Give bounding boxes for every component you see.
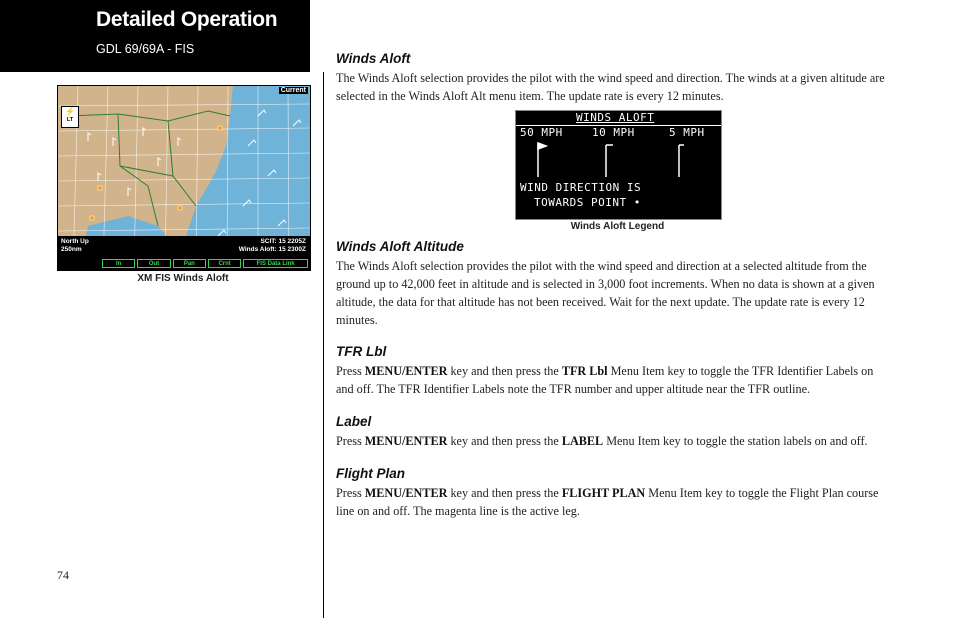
page-number: 74 xyxy=(57,568,69,582)
section-tfr-lbl xyxy=(336,344,891,398)
section-title: Winds Aloft Altitude xyxy=(336,239,464,254)
softkey-pan[interactable]: Pan xyxy=(173,259,206,268)
section-title: Flight Plan xyxy=(336,466,405,481)
section-body: The Winds Aloft selection provides the pilot with the wind speed and direction. The winds at a given altitude are selected in the Winds Aloft Alt menu item. The update rate is every 12 minutes. xyxy=(336,71,885,103)
legend-speed-50: 50 MPH xyxy=(520,126,563,139)
section-title: Winds Aloft xyxy=(336,51,411,66)
map-winds-time: Winds Aloft: 15 2300Z xyxy=(238,246,306,253)
map-mode-label: Current xyxy=(280,87,306,94)
section-winds-aloft xyxy=(336,51,891,105)
legend-title: WINDS ALOFT xyxy=(576,111,655,124)
map-caption: XM FIS Winds Aloft xyxy=(137,273,229,284)
section-body: Press MENU/ENTER key and then press the LABEL Menu Item key to toggle the station labels on and off. xyxy=(336,434,868,448)
section-label xyxy=(336,414,891,450)
lightning-legend-box xyxy=(61,106,79,128)
section-title: TFR Lbl xyxy=(336,344,387,359)
key-label: LABEL xyxy=(561,434,604,448)
softkey-crnt[interactable]: Crnt xyxy=(208,259,241,268)
header-banner xyxy=(0,0,310,72)
legend-caption: Winds Aloft Legend xyxy=(570,221,665,232)
softkey-fis-data-link[interactable]: FIS Data Link xyxy=(243,259,308,268)
section-body: Press MENU/ENTER key and then press the TFR Lbl Menu Item key to toggle the TFR Identifier Labels on and off. The TFR Identifier Labels note the TFR number and upper altitude near the TFR outline. xyxy=(336,364,874,396)
page-title: Detailed Operation xyxy=(96,8,278,31)
legend-speed-5: 5 MPH xyxy=(669,126,705,139)
key-flight-plan: FLIGHT PLAN xyxy=(561,486,646,500)
legend-note-line1: WIND DIRECTION IS xyxy=(520,181,642,194)
section-winds-aloft-altitude xyxy=(336,239,891,329)
legend-speed-10: 10 MPH xyxy=(592,126,635,139)
section-title: Label xyxy=(336,414,372,429)
lightning-icon: ⚡ xyxy=(65,107,75,116)
key-menu-enter: MENU/ENTER xyxy=(364,486,448,500)
map-scit-time: SCIT: 15 2205Z xyxy=(260,238,306,245)
column-divider xyxy=(323,72,324,618)
softkey-out[interactable]: Out xyxy=(137,259,170,268)
section-flight-plan xyxy=(336,466,891,520)
map-orientation: North Up xyxy=(61,238,89,245)
softkey-in[interactable]: In xyxy=(102,259,135,268)
map-range: 250nm xyxy=(61,246,82,253)
lt-label: LT xyxy=(66,117,74,123)
key-tfr-lbl: TFR Lbl xyxy=(561,364,608,378)
section-body: The Winds Aloft selection provides the pilot with the wind speed and direction at a selected altitude from the ground up to 42,000 feet in altitude and is selected in 3,000 foot increments. When no data is shown at a given altitude, the data for that altitude has not been received. Wait for the next update. The update rate is every 12 minutes. xyxy=(336,259,875,327)
section-body: Press MENU/ENTER key and then press the FLIGHT PLAN Menu Item key to toggle the Flight Plan course line on and off. The magenta line is the active leg. xyxy=(336,486,879,518)
legend-note-line2: TOWARDS POINT • xyxy=(534,196,641,209)
softkey-bar xyxy=(102,259,308,268)
winds-aloft-map-screenshot xyxy=(57,85,311,271)
winds-aloft-legend-screenshot xyxy=(515,110,722,220)
key-menu-enter: MENU/ENTER xyxy=(364,434,448,448)
page-subtitle: GDL 69/69A - FIS xyxy=(96,42,195,56)
key-menu-enter: MENU/ENTER xyxy=(364,364,448,378)
